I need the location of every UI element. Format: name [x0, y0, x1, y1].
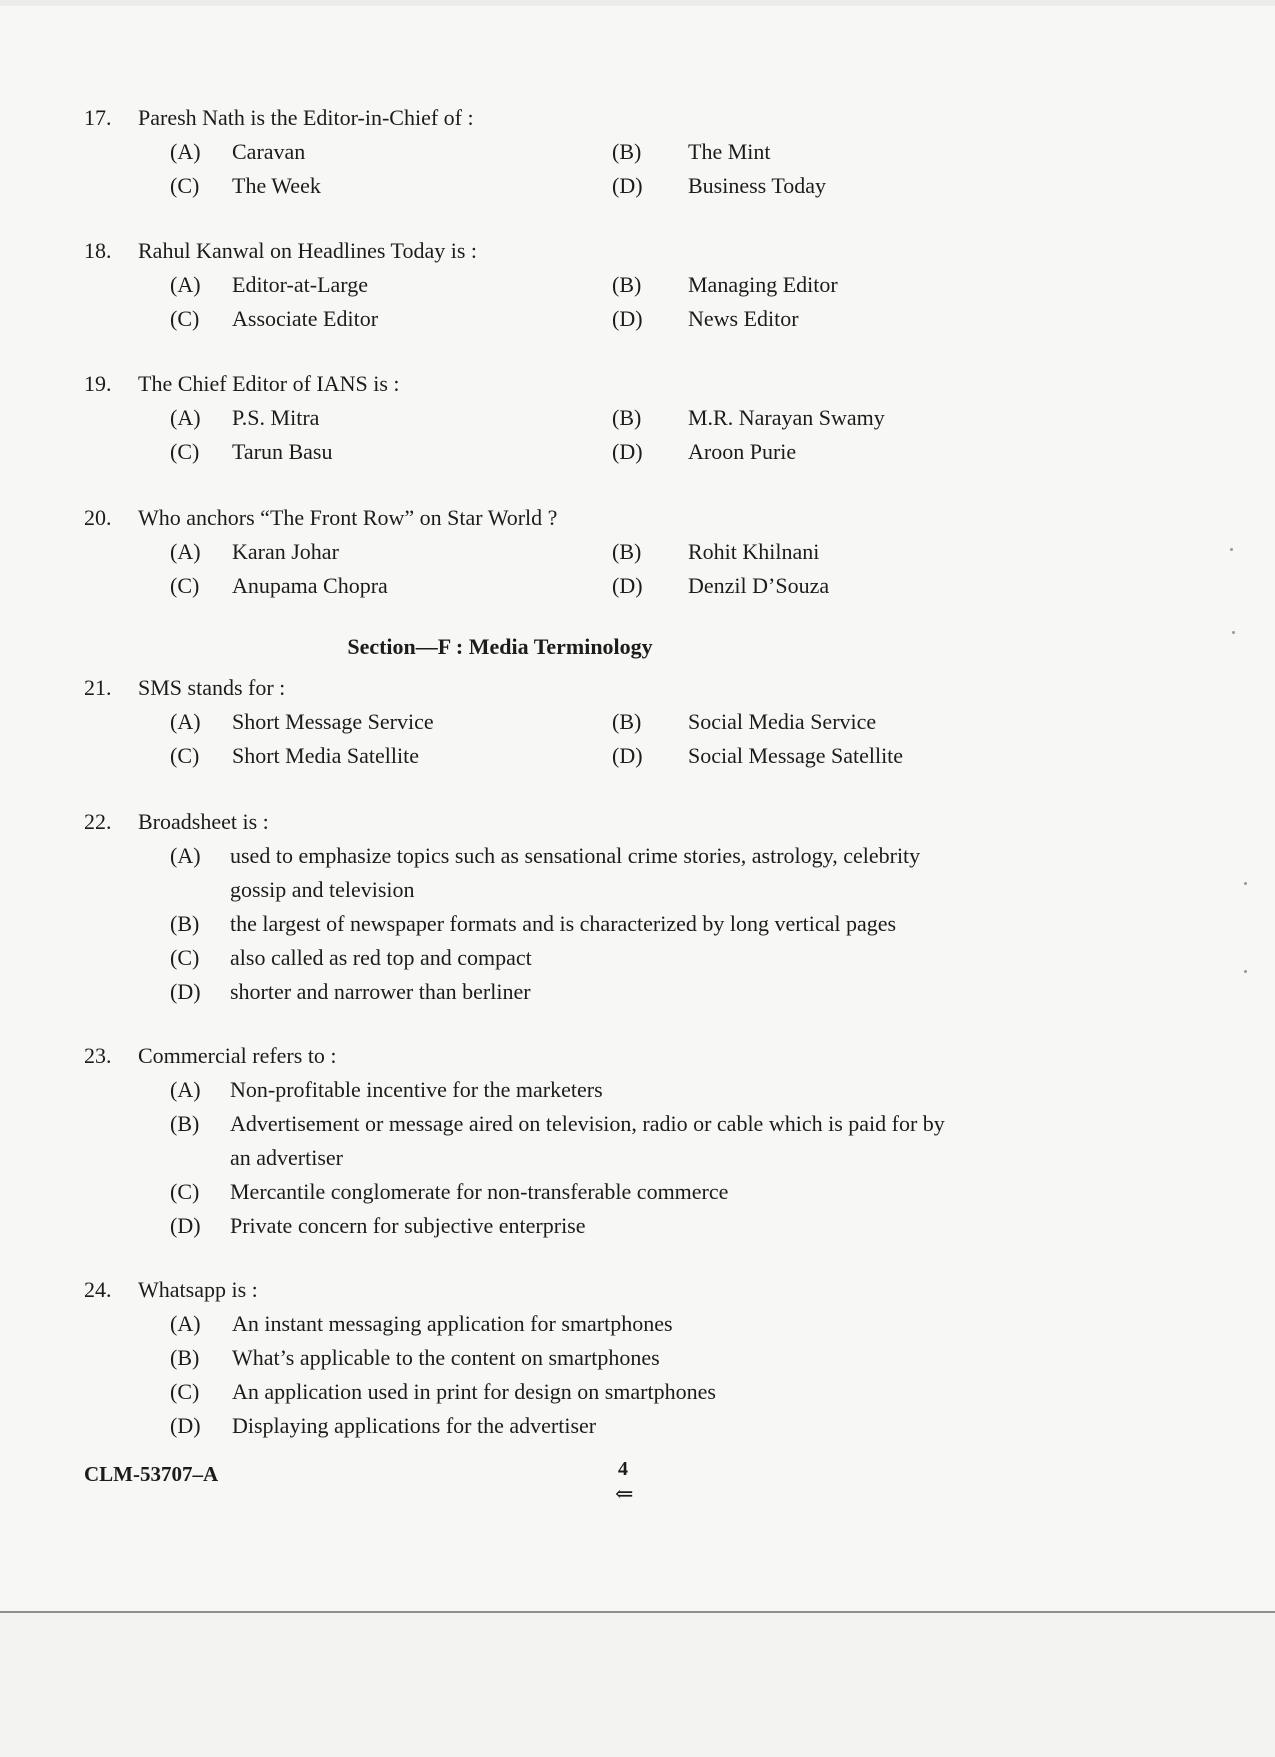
option-label: (D): [170, 1413, 201, 1438]
option-label: (B): [612, 539, 642, 564]
question-19: [84, 367, 1184, 469]
option-label: (D): [170, 979, 201, 1004]
page-top-edge: [0, 0, 1275, 6]
question-number: 23.: [84, 1043, 112, 1068]
option-label: (B): [612, 139, 642, 164]
option-text: P.S. Mitra: [232, 405, 320, 430]
option-text: Business Today: [688, 173, 827, 198]
option-label: (A): [170, 139, 201, 164]
option-text: also called as red top and compact: [230, 945, 532, 970]
option-text: The Week: [232, 173, 321, 198]
option-label: (A): [170, 539, 201, 564]
option-text: shorter and narrower than berliner: [230, 979, 531, 1004]
scan-speck: [1244, 970, 1247, 973]
option-text: Advertisement or message aired on television, radio or cable which is paid for by an advertiser: [230, 1111, 945, 1170]
option-text: An instant messaging application for smartphones: [232, 1311, 673, 1336]
option-text: Karan Johar: [232, 539, 339, 564]
option-text: the largest of newspaper formats and is characterized by long vertical pages: [230, 911, 897, 936]
option-text: News Editor: [688, 306, 799, 331]
question-text: Commercial refers to :: [138, 1043, 337, 1068]
question-number: 18.: [84, 238, 112, 263]
option-label: (B): [170, 1345, 200, 1370]
option-text: Social Message Satellite: [688, 743, 904, 768]
option-text: Associate Editor: [232, 306, 379, 331]
option-text: Rohit Khilnani: [688, 539, 820, 564]
option-label: (A): [170, 709, 201, 734]
option-label: (D): [612, 173, 643, 198]
option-text: M.R. Narayan Swamy: [688, 405, 885, 430]
option-text: Mercantile conglomerate for non-transferable commerce: [230, 1179, 729, 1204]
question-number: 22.: [84, 809, 112, 834]
option-text: Denzil D’Souza: [688, 573, 830, 598]
question-23: [84, 1039, 1184, 1243]
option-label: (B): [612, 405, 642, 430]
page-number: 4: [618, 1458, 628, 1480]
option-label: (D): [612, 743, 643, 768]
question-number: 24.: [84, 1277, 112, 1302]
option-label: (B): [612, 272, 642, 297]
question-text: The Chief Editor of IANS is :: [138, 371, 400, 396]
option-text: Caravan: [232, 139, 306, 164]
option-label: (C): [170, 945, 200, 970]
option-label: (D): [612, 306, 643, 331]
question-17: [84, 101, 1184, 203]
option-text: An application used in print for design on smartphones: [232, 1379, 716, 1404]
option-label: (B): [170, 911, 200, 936]
option-text: Editor-at-Large: [232, 272, 368, 297]
option-label: (D): [612, 573, 643, 598]
option-text: used to emphasize topics such as sensational crime stories, astrology, celebrity gossip and television: [230, 843, 921, 902]
page-bottom-shade: [0, 1613, 1275, 1757]
question-18: [84, 234, 1184, 336]
option-label: (A): [170, 272, 201, 297]
section-title: Section—F : Media Terminology: [347, 634, 653, 659]
option-label: (C): [170, 173, 200, 198]
option-label: (C): [170, 439, 200, 464]
left-arrow-icon: ⇐: [615, 1481, 634, 1506]
scan-speck: [1244, 882, 1247, 885]
question-text: SMS stands for :: [138, 675, 286, 700]
option-label: (C): [170, 306, 200, 331]
option-text: Private concern for subjective enterprise: [230, 1213, 586, 1238]
option-label: (C): [170, 1179, 200, 1204]
option-text: The Mint: [688, 139, 771, 164]
option-text: Tarun Basu: [232, 439, 333, 464]
option-label: (D): [612, 439, 643, 464]
option-label: (D): [170, 1213, 201, 1238]
option-label: (C): [170, 743, 200, 768]
scan-speck: [1232, 631, 1235, 634]
question-text: Who anchors “The Front Row” on Star World ?: [138, 505, 558, 530]
question-number: 17.: [84, 105, 112, 130]
question-24: [84, 1273, 1184, 1443]
option-text: Short Media Satellite: [232, 743, 419, 768]
question-number: 20.: [84, 505, 112, 530]
option-text: Displaying applications for the advertiser: [232, 1413, 597, 1438]
option-text: What’s applicable to the content on smartphones: [232, 1345, 660, 1370]
option-label: (A): [170, 843, 201, 868]
question-text: Whatsapp is :: [138, 1277, 258, 1302]
question-21: [84, 671, 1184, 773]
option-text: Aroon Purie: [688, 439, 797, 464]
question-number: 19.: [84, 371, 112, 396]
question-20: [84, 501, 1184, 603]
option-label: (C): [170, 1379, 200, 1404]
option-label: (A): [170, 1311, 201, 1336]
scan-speck: [1230, 548, 1233, 551]
option-text: Short Message Service: [232, 709, 434, 734]
option-text: Anupama Chopra: [232, 573, 388, 598]
option-text: Managing Editor: [688, 272, 838, 297]
page-bottom-rule: [0, 1611, 1275, 1613]
option-label: (A): [170, 405, 201, 430]
option-label: (B): [170, 1111, 200, 1136]
footer-code: CLM-53707–A: [84, 1462, 219, 1486]
question-text: Paresh Nath is the Editor-in-Chief of :: [138, 105, 474, 130]
option-text: Non-profitable incentive for the marketers: [230, 1077, 603, 1102]
question-number: 21.: [84, 675, 112, 700]
question-text: Broadsheet is :: [138, 809, 269, 834]
option-label: (A): [170, 1077, 201, 1102]
option-label: (B): [612, 709, 642, 734]
option-text: Social Media Service: [688, 709, 877, 734]
question-text: Rahul Kanwal on Headlines Today is :: [138, 238, 477, 263]
question-22: [84, 805, 1184, 1009]
option-label: (C): [170, 573, 200, 598]
